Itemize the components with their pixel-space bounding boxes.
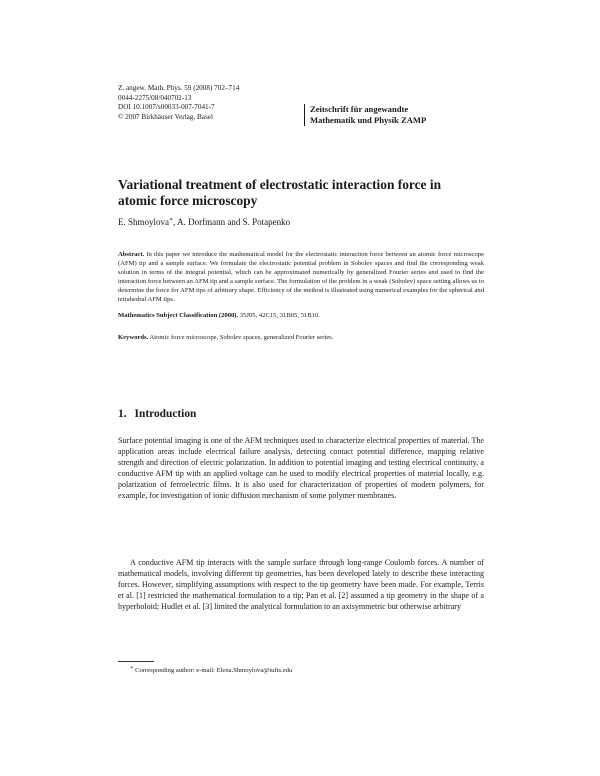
citation-line: Z. angew. Math. Phys. 59 (2008) 702–714 xyxy=(118,84,240,92)
keywords xyxy=(118,333,484,342)
corresponding-author-mark: ∗ xyxy=(169,217,174,223)
msc-codes: 35J05, 42C15, 31B05, 31B10. xyxy=(239,312,320,319)
doi-line: DOI 10.1007/s00033-007-7041-7 xyxy=(118,103,215,111)
footnote-rule xyxy=(118,661,154,662)
other-authors: , A. Dorfmann and S. Potapenko xyxy=(173,217,291,227)
footnote-text: Corresponding author: e-mail: Elena.Shmoylova@tufts.edu xyxy=(135,667,293,675)
copyright-line: © 2007 Birkhäuser Verlag, Basel xyxy=(118,112,213,121)
first-author: E. Shmoylova xyxy=(118,217,169,227)
keywords-text: Atomic force microscope, Sobolev spaces, generalized Fourier series. xyxy=(149,334,334,341)
footnote-mark: ∗ xyxy=(130,666,134,671)
paragraph-2: A conductive AFM tip interacts with the sample surface through long-range Coulomb forces. A number of mathematical models, involving different tip geometries, has been developed lately to describe these interacting forces. However, simplifying assumptions with respect to the tip geometry have been made. For example, Terris et al. [1] restricted the mathematical formulation to a tip; Pan et al. [2] assumed a tip geometry in the shape of a hyperboloid; Hudlet et al. [3] limited the analytical formulation to an axisymmetric but otherwise arbitrary xyxy=(118,558,484,612)
issn-line: 0044-2275/08/040702-13 xyxy=(118,93,192,102)
publication-header xyxy=(118,84,239,122)
keywords-label: Keywords. xyxy=(118,334,149,341)
section-number: 1. xyxy=(118,408,127,420)
paragraph-1: Surface potential imaging is one of the AFM techniques used to characterize electrical properties of material. The application areas include electrical failure analysis, detecting contact potential difference, mapping relative strength and direction of electric polarization. In addition to potential imaging and testing electrical continuity, a conductive AFM tip with an applied voltage can be used to modify electrical properties of material locally, e.g. polarization of ferroelectric films. It is also used for characterization of properties of modern polymers, for example, for investigation of ionic diffusion mechanism of some polymer membranes. xyxy=(118,436,484,501)
journal-name-line-2: Mathematik und Physik ZAMP xyxy=(310,115,427,125)
abstract-label: Abstract. xyxy=(118,251,145,258)
msc-label: Mathematics Subject Classification (2000). xyxy=(118,312,239,319)
abstract-text: In this paper we introduce the mathematical model for the electrostatic interaction force between an atomic force microscope (AFM) tip and a sample surface. We formulate the electrostatic potential problem in Sobolev spaces and find the corresponding weak solution in terms of the integral potential, which can be approximated numerically by generalized Fourier series and used to find the interaction force between an AFM tip and a sample surface. The formulation of the problem in a weak (Sobolev) space setting allows us to determine the force for AFM tips of arbitrary shape. Efficiency of the method is illustrated using numerical examples for the spherical and tetrahedral AFM tips. xyxy=(118,251,484,304)
paper-title: Variational treatment of electrostatic interaction force in atomic force microscopy xyxy=(118,177,442,208)
author-list xyxy=(118,216,290,227)
abstract xyxy=(118,250,484,305)
journal-name-line-1: Zeitschrift für angewandte xyxy=(310,104,409,114)
subject-classification xyxy=(118,311,484,320)
section-heading xyxy=(118,408,196,420)
footnote xyxy=(130,665,292,675)
section-title: Introduction xyxy=(134,408,197,420)
journal-name xyxy=(304,104,426,126)
